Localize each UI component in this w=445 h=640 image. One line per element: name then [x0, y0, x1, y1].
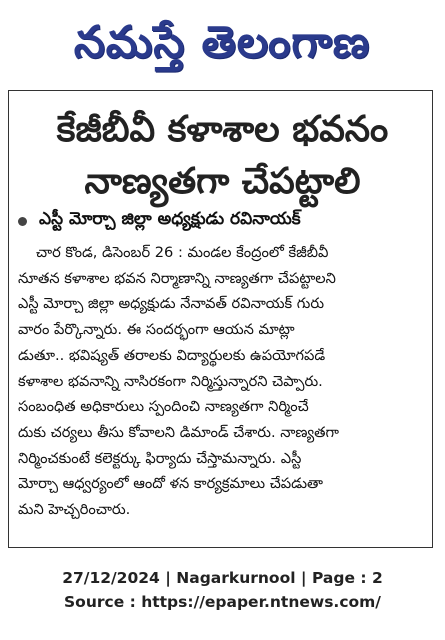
- body-line: వారం పేర్కొన్నారు. ఈ సందర్భంగా ఆయన మాట్లా: [18, 321, 295, 339]
- body-line: కళాశాల భవనాన్ని నాసిరకంగా నిర్మిస్తున్నారని చెప్పారు.: [18, 372, 323, 390]
- body-line: మని హెచ్చరించారు.: [18, 501, 131, 519]
- source-footer: [0, 566, 445, 614]
- article-body: [18, 240, 430, 523]
- body-line: చార కొండ, డిసెంబర్ 26 : మండల కేంద్రంలో కేజీబీవీ: [36, 244, 329, 261]
- body-line: నిర్మించకుంటే కలెక్టర్కు ఫిర్యాదు చేస్తామన్నారు. ఎస్టీ: [18, 449, 302, 467]
- body-line: మోర్చా ఆధ్వర్యంలో ఆందో ళన కార్యక్రమాలు చేపడుతా: [18, 475, 323, 493]
- headline-line: కేజీబీవీ కళాశాల భవనం: [56, 109, 389, 150]
- headline-line: నాణ్యతగా చేపట్టాలి: [84, 161, 361, 202]
- article-subhead: ఎస్టీ మోర్చా జిల్లా అధ్యక్షుడు రవినాయక్: [39, 209, 301, 229]
- body-line: సంబంధిత అధికారులు స్పందించి నాణ్యతగా నిర్మించే: [18, 398, 309, 416]
- body-line: డుతూ.. భవిష్యత్ తరాలకు విద్యార్థులకు ఉపయోగపడే: [18, 346, 326, 364]
- body-line: దుకు చర్యలు తీసు కోవాలని డిమాండ్ చేశారు. నాణ్యతగా: [18, 423, 339, 441]
- body-line: ఎస్టీ మోర్చా జిల్లా అధ్యక్షుడు నేనావత్ రవినాయక్ గురు: [18, 295, 325, 313]
- newspaper-masthead: [8, 6, 436, 80]
- article-headline: [20, 104, 425, 208]
- subhead-row: [18, 208, 428, 234]
- body-line: నూతన కళాశాల భవన నిర్మాణాన్ని నాణ్యతగా చేపట్టాలని: [18, 269, 336, 287]
- footer-date-edition: 27/12/2024 | Nagarkurnool | Page : 2: [62, 569, 383, 587]
- footer-source-link[interactable]: Source : https://epaper.ntnews.com/: [64, 593, 381, 611]
- bullet-icon: [18, 217, 27, 226]
- masthead-title: నమస్తే తెలంగాణ: [73, 17, 371, 68]
